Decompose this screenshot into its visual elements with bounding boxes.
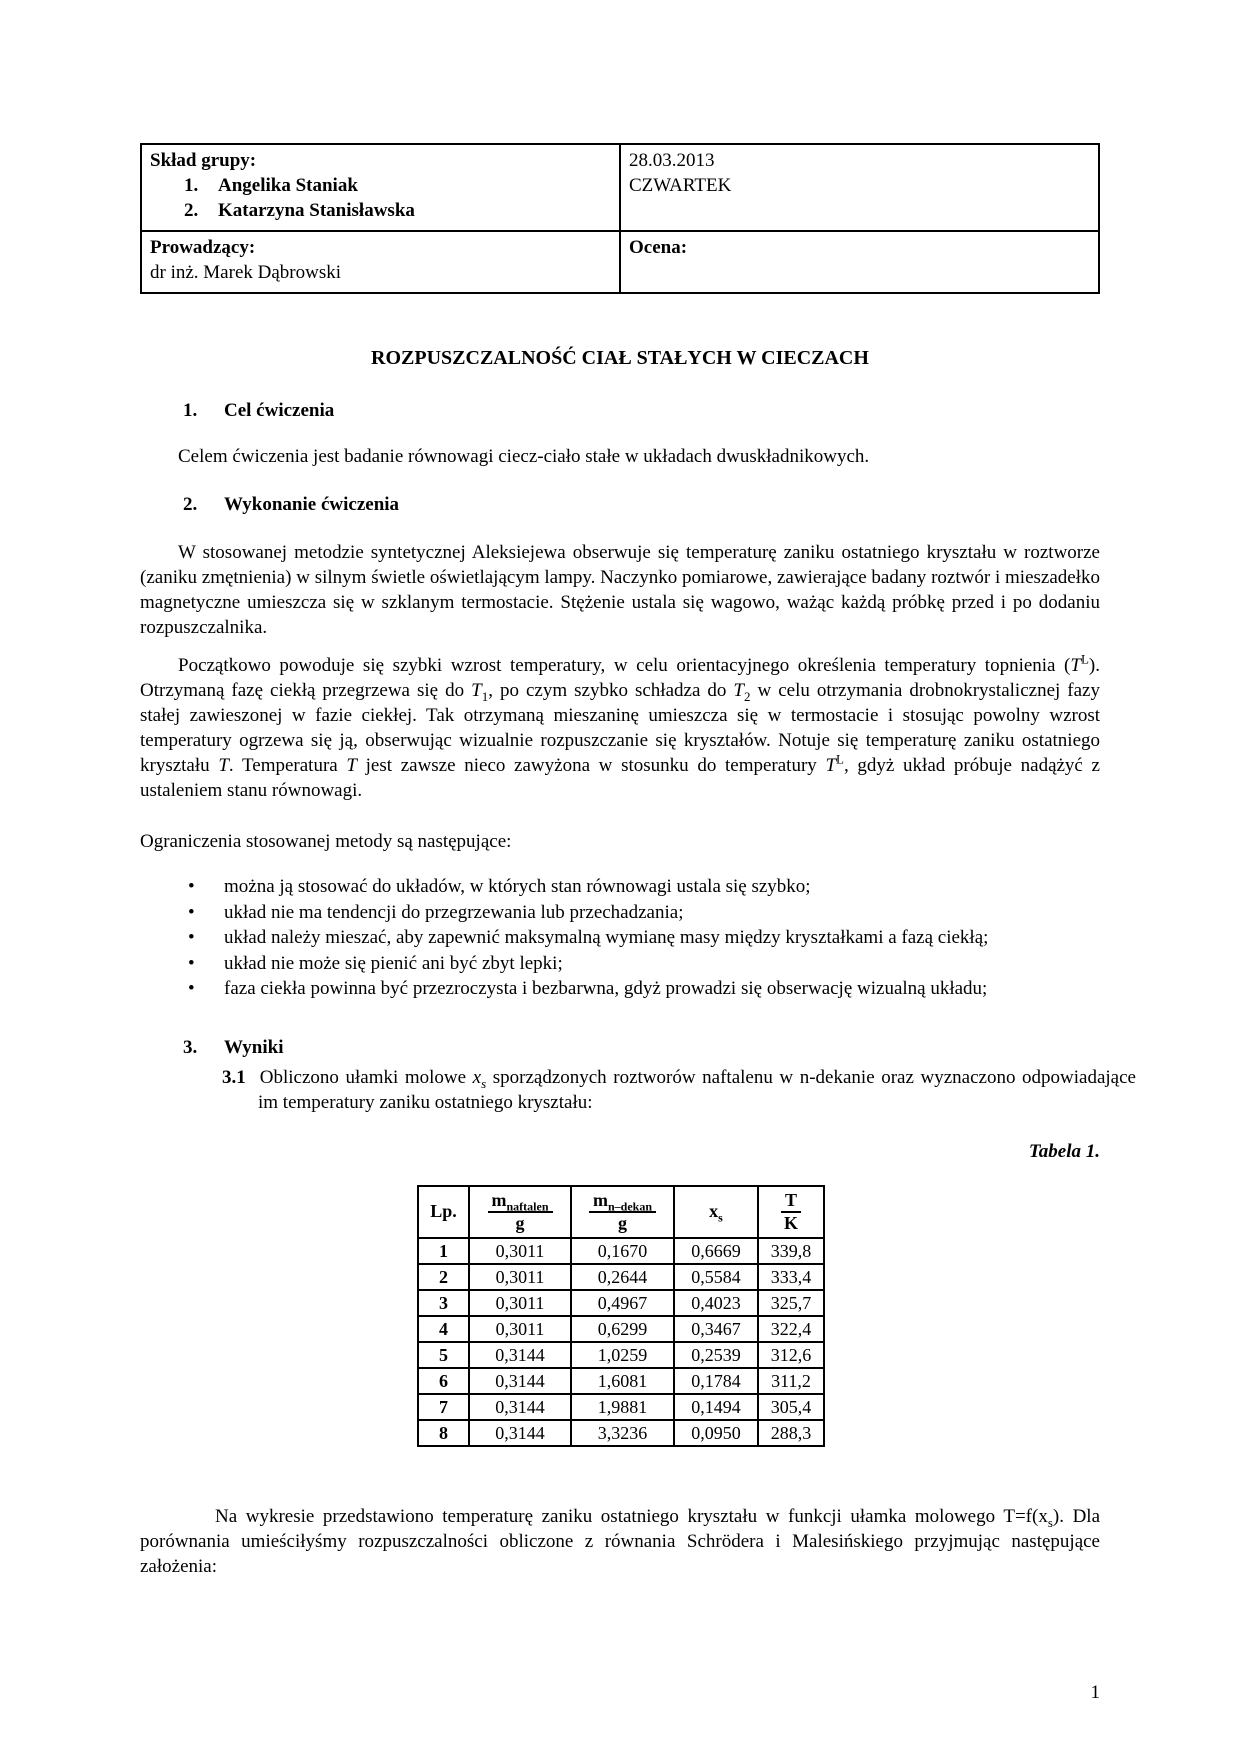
instructor-label: Prowadzący:	[150, 237, 256, 258]
fraction: $\frac{m_{n-dekan}}{g}$	[589, 1191, 656, 1233]
table-row: 7 0,3144 1,9881 0,1494 305,4	[418, 1394, 824, 1420]
list-item: • układ należy mieszać, aby zapewnić maksymalną wymianę masy między kryształkami a fazą ciekłą;	[140, 925, 1100, 951]
closing-paragraph: Na wykresie przedstawiono temperaturę zaniku ostatniego kryształu w funkcji ułamka molowego $T=f(x_s)$. Dla porównania umieściłyśmy rozpuszczalności obliczone z równania Schrödera i Malesińskiego przyjmując następujące założenia:	[140, 1505, 1100, 1577]
table-header-row	[418, 1186, 824, 1238]
page-title: ROZPUSZCZALNOŚĆ CIAŁ STAŁYCH W CIECZACH	[371, 347, 869, 369]
group-cell	[141, 144, 620, 231]
subsection-3-1-number: 3.1	[222, 1066, 246, 1088]
grade-cell	[620, 231, 1099, 293]
list-item: • układ nie ma tendencji do przegrzewania lub przechadzania;	[140, 900, 1100, 926]
subsection-3-1	[222, 1065, 1136, 1115]
list-item: • układ nie może się pienić ani być zbyt lepki;	[140, 951, 1100, 977]
results-table	[417, 1185, 825, 1447]
col-header-m-naftalen	[469, 1186, 571, 1238]
col-header-xs: $x_s$	[674, 1186, 758, 1238]
header-info-table	[140, 143, 1100, 294]
method-paragraph-2: Początkowo powoduje się szybki wzrost temperatury, w celu orientacyjnego określenia temperatury topnienia $(T^L)$. Otrzymaną fazę ciekłą przegrzewa się do $T_1$, po czym szybko schładza do $T_2$ w celu otrzymania drobnokrystalicznej fazy stałej zawieszonej w fazie ciekłej. Tak otrzymaną mieszaninę umieszcza się w termostacie i stosując powolny wzrost temperatury ogrzewa się ją, obserwując wizualnie rozpuszczanie się kryształów. Notuje się temperaturę zaniku ostatniego kryształu T. Temperatura T jest zawsze nieco zawyżona w stosunku do temperatury $T^L$, gdyż układ próbuje nadążyć z ustaleniem stanu równowagi.	[140, 651, 1100, 801]
list-item: • faza ciekła powinna być przezroczysta i bezbarwna, gdyż prowadzi się obserwację wizualną układu;	[140, 976, 1100, 1002]
section1-heading-label: Cel ćwiczenia	[224, 400, 335, 421]
table-row: 6 0,3144 1,6081 0,1784 311,2	[418, 1368, 824, 1394]
section2-number: 2.	[183, 494, 198, 515]
section1-number: 1.	[183, 400, 198, 421]
member-name: Katarzyna Stanisławska	[218, 200, 415, 221]
table-row: 5 0,3144 1,0259 0,2539 312,6	[418, 1342, 824, 1368]
table-caption: Tabela 1.	[1028, 1140, 1100, 1162]
limitations-intro: Ograniczenia stosowanej metody są następujące:	[140, 831, 512, 852]
grade-label: Ocena:	[629, 237, 688, 258]
section3-heading-label: Wyniki	[224, 1036, 284, 1058]
table-row: 3 0,3011 0,4967 0,4023 325,7	[418, 1290, 824, 1316]
group-member	[150, 198, 609, 223]
table-row: 8 0,3144 3,3236 0,0950 288,3	[418, 1420, 824, 1446]
member-number: 2.	[184, 200, 199, 221]
section1-heading	[183, 398, 1100, 423]
date-text: 28.03.2013	[629, 150, 715, 171]
group-label: Skład grupy:	[150, 150, 257, 171]
table-row: 1 0,3011 0,1670 0,6669 339,8	[418, 1238, 824, 1264]
col-header-lp: Lp.	[418, 1186, 469, 1238]
section3-heading	[183, 1035, 1100, 1060]
limitations-list	[140, 874, 1100, 1002]
instructor-name: dr inż. Marek Dąbrowski	[150, 262, 342, 283]
fraction: $\frac{m_{naftalen}}{g}$	[488, 1191, 553, 1233]
group-member	[150, 173, 609, 198]
member-name: Angelika Staniak	[218, 175, 358, 196]
table-row: 4 0,3011 0,6299 0,3467 322,4	[418, 1316, 824, 1342]
table-row: 2 0,3011 0,2644 0,5584 333,4	[418, 1264, 824, 1290]
list-item: • można ją stosować do układów, w których stan równowagi ustala się szybko;	[140, 874, 1100, 900]
method-paragraph-1: W stosowanej metodzie syntetycznej Aleksiejewa obserwuje się temperaturę zaniku ostatniego kryształu w roztworze (zaniku zmętnienia) w silnym świetle oświetlającym lampy. Naczynko pomiarowe, zawierające badany roztwór i mieszadełko magnetyczne umieszcza się w szklanym termostacie. Stężenie ustala się wagowo, ważąc każdą próbkę przed i po dodaniu rozpuszczalnika.	[140, 542, 1100, 638]
col-header-m-n-dekan	[571, 1186, 674, 1238]
page-content	[140, 143, 1136, 1579]
member-number: 1.	[184, 175, 199, 196]
instructor-cell	[141, 231, 620, 293]
section3-number: 3.	[183, 1036, 198, 1058]
section1-paragraph: Celem ćwiczenia jest badanie równowagi ciecz-ciało stałe w układach dwuskładnikowych.	[178, 446, 870, 467]
weekday-text: CZWARTEK	[629, 175, 732, 196]
col-header-tk	[758, 1186, 824, 1238]
date-cell	[620, 144, 1099, 231]
fraction: $\frac{T}{K}$	[781, 1191, 801, 1233]
section2-heading-label: Wykonanie ćwiczenia	[224, 494, 400, 515]
subsection-3-1-text: Obliczono ułamki molowe $x_s$ sporządzonych roztworów naftalenu w n-dekanie oraz wyznaczono odpowiadające im temperatury zaniku ostatniego kryształu:	[258, 1066, 1136, 1113]
section2-heading	[183, 492, 1100, 517]
page-number: 1	[1090, 1682, 1100, 1703]
